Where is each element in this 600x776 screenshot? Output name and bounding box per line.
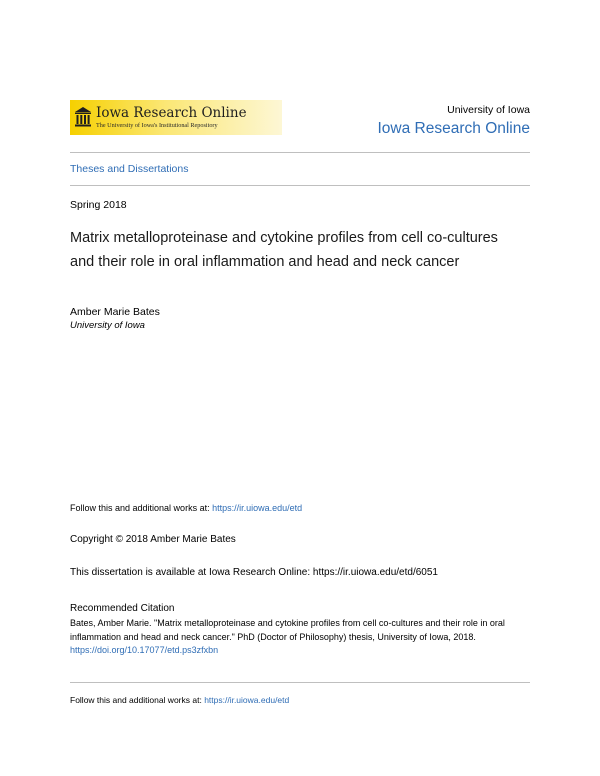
repository-link[interactable]: Iowa Research Online <box>377 120 530 137</box>
follow-link[interactable]: https://ir.uiowa.edu/etd <box>212 503 303 513</box>
building-columns-icon <box>74 106 92 128</box>
citation-text: Bates, Amber Marie. "Matrix metalloproteinase and cytokine profiles from cell co-cultures and their role in oral inflammation and head and neck cancer." PhD (Doctor of Philosophy) thesis, University of Iowa, 2018. <box>70 618 505 642</box>
repository-logo[interactable] <box>70 100 282 135</box>
publication-date: Spring 2018 <box>70 199 127 211</box>
footer-follow-line <box>70 695 289 705</box>
author-affiliation: University of Iowa <box>70 320 145 331</box>
divider <box>70 152 530 153</box>
citation-heading: Recommended Citation <box>70 603 175 614</box>
copyright-notice: Copyright © 2018 Amber Marie Bates <box>70 534 236 545</box>
logo-subtitle: The University of Iowa's Institutional Repository <box>96 122 218 129</box>
follow-label: Follow this and additional works at: <box>70 503 213 513</box>
footer-follow-link[interactable]: https://ir.uiowa.edu/etd <box>204 695 290 705</box>
institution-name: University of Iowa <box>447 104 530 116</box>
doi-link[interactable]: https://doi.org/10.17077/etd.ps3zfxbn <box>70 645 219 655</box>
availability-statement: This dissertation is available at Iowa Research Online: https://ir.uiowa.edu/etd/6051 <box>70 567 438 578</box>
divider <box>70 682 530 683</box>
divider <box>70 185 530 186</box>
follow-line <box>70 503 302 513</box>
collection-link[interactable]: Theses and Dissertations <box>70 163 189 175</box>
footer-follow-label: Follow this and additional works at: <box>70 695 205 705</box>
document-title: Matrix metalloproteinase and cytokine profiles from cell co-cultures and their role in oral inflammation and head and neck cancer <box>70 230 498 270</box>
author-name: Amber Marie Bates <box>70 306 160 318</box>
citation-block <box>70 617 532 658</box>
logo-title: Iowa Research Online <box>96 105 247 121</box>
